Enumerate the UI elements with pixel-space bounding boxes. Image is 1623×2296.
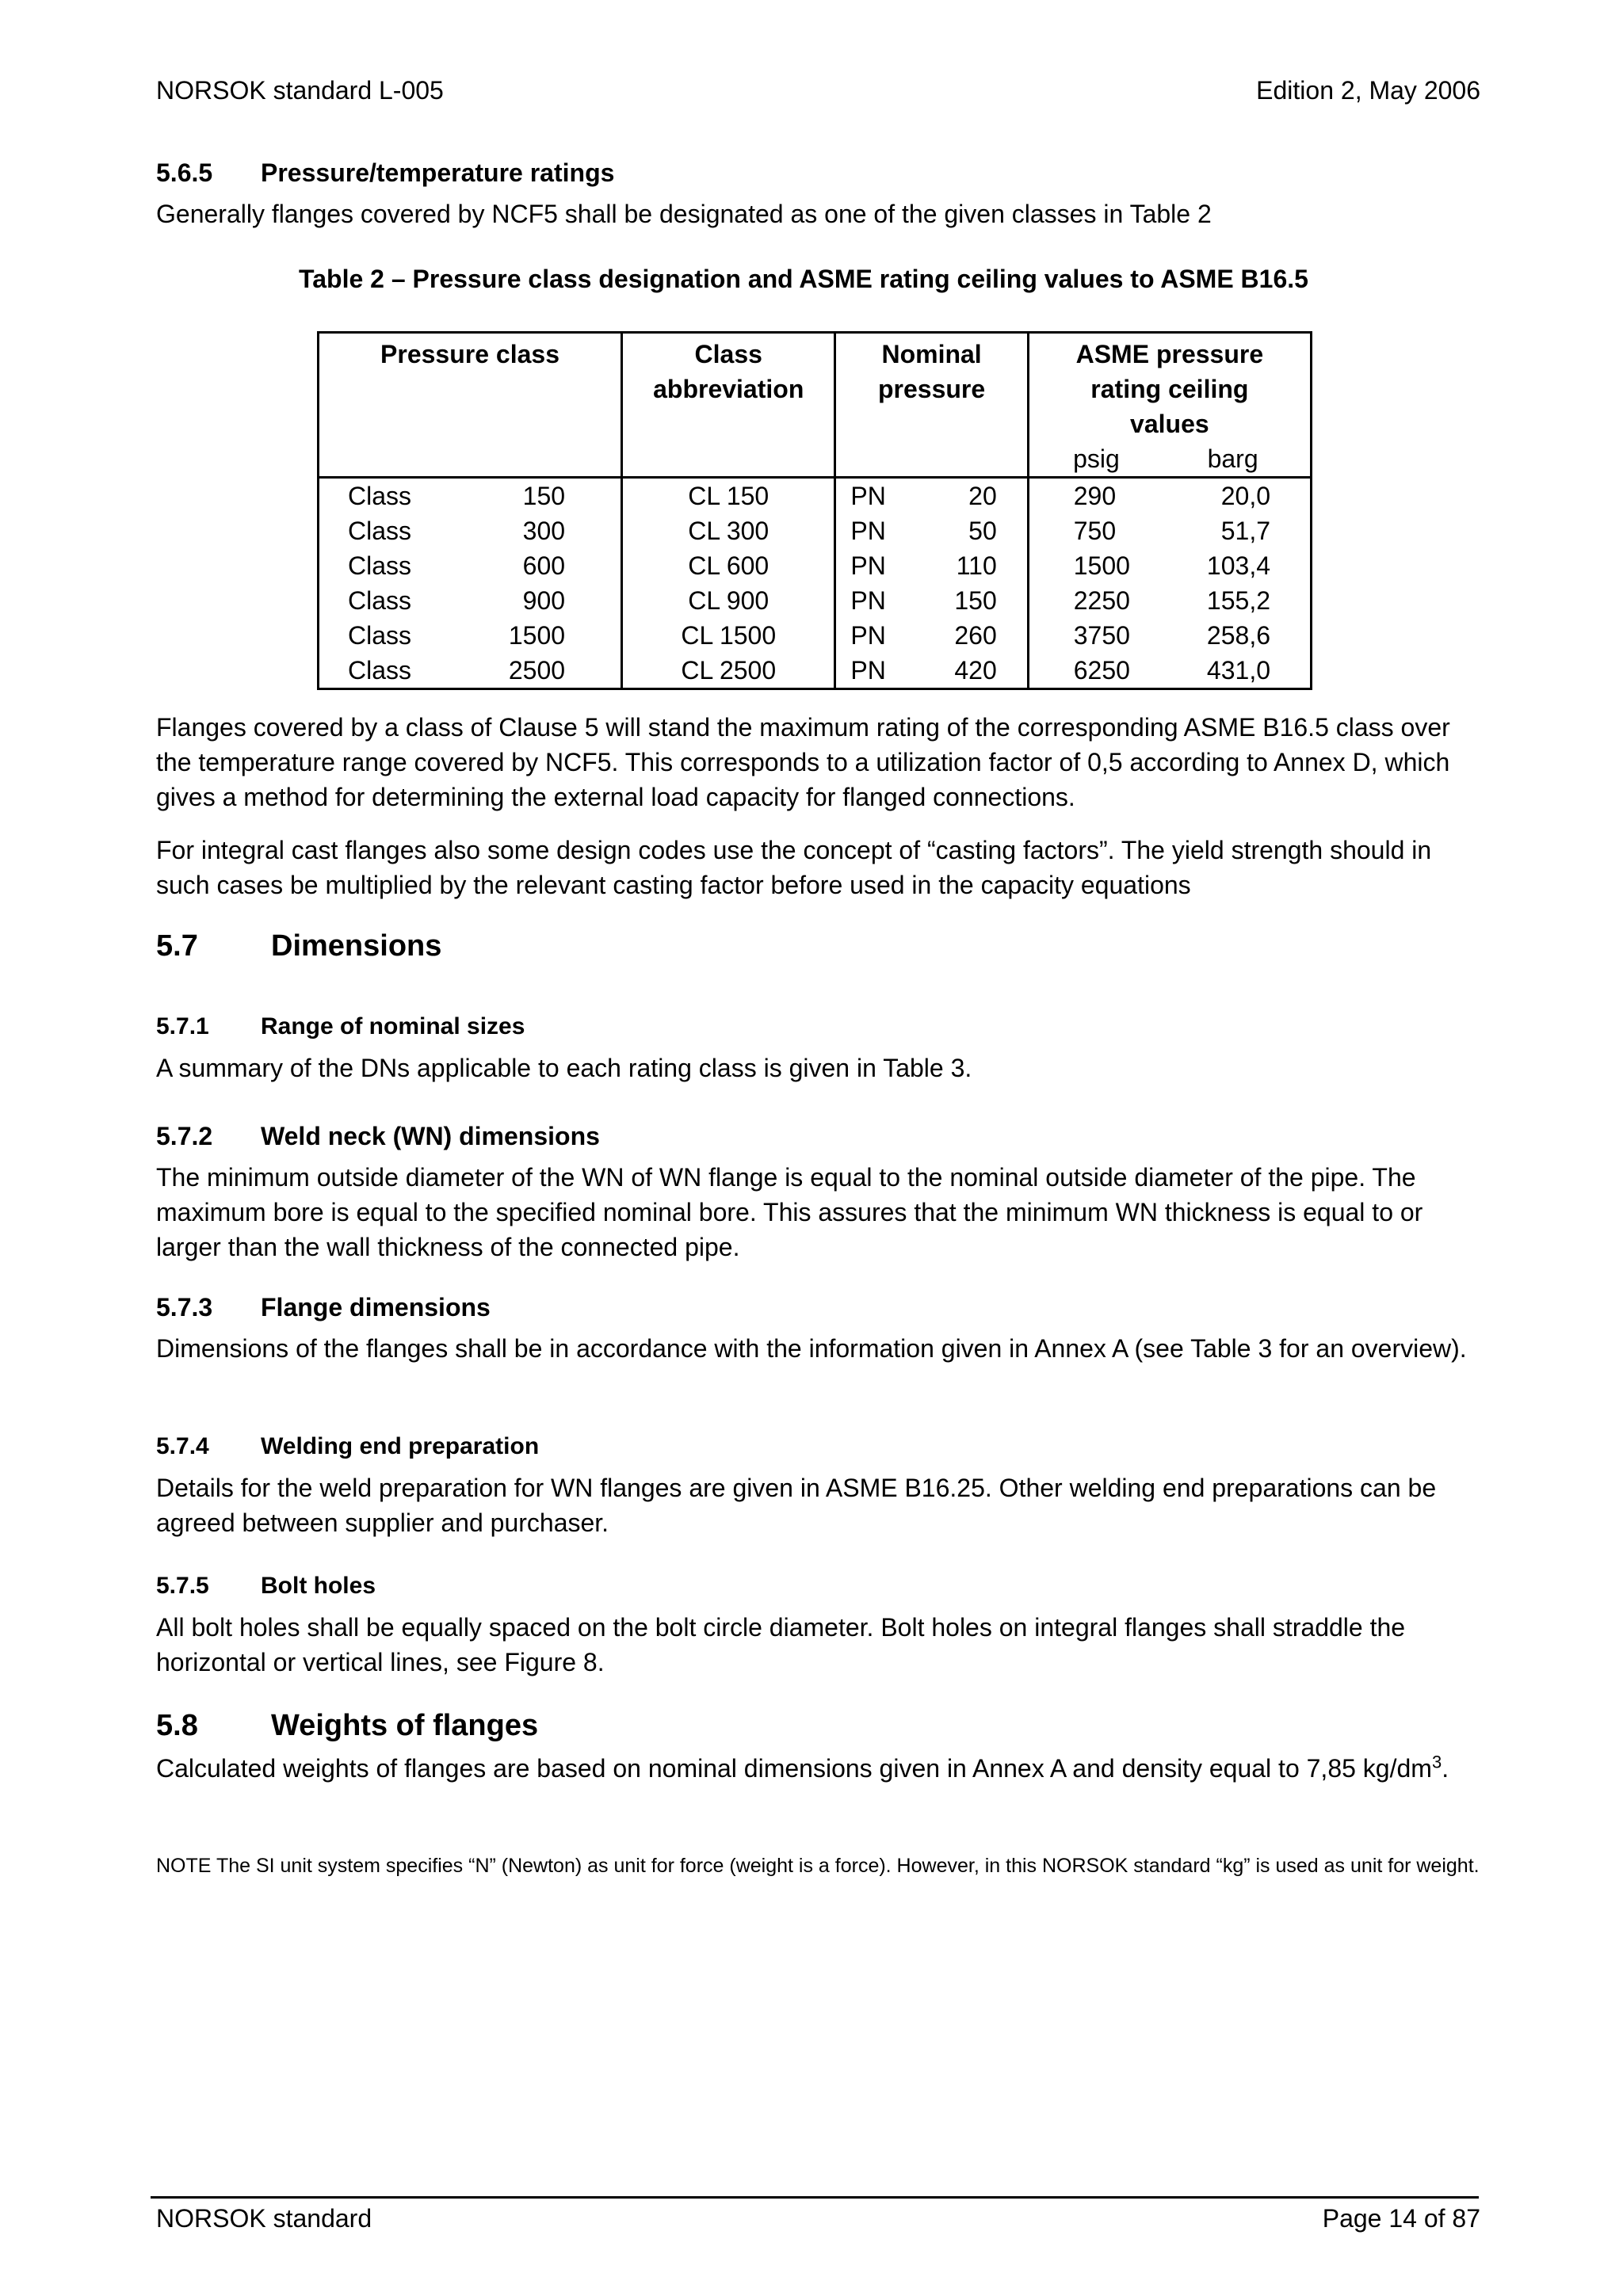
header-barg: barg <box>1207 444 1258 473</box>
table-2-caption: Table 2 – Pressure class designation and ASME rating ceiling values to ASME B16.5 <box>299 265 1308 293</box>
pn-label: PN <box>850 656 886 685</box>
barg-value: 155,2 <box>1206 586 1270 615</box>
class-label: Class <box>348 482 412 510</box>
class-label: Class <box>348 517 412 545</box>
header-class-abbr-line2: abbreviation <box>653 375 804 403</box>
cell-pressure-class <box>319 513 622 548</box>
pn-value: 260 <box>954 621 997 650</box>
cell-asme-values <box>1028 548 1311 583</box>
class-label: Class <box>348 621 412 650</box>
section-number: 5.7.1 <box>156 1013 209 1039</box>
cell-nominal-pressure <box>835 653 1028 689</box>
header-nominal-line2: pressure <box>877 375 986 403</box>
header-right: Edition 2, May 2006 <box>1256 76 1480 105</box>
header-pressure-class: Pressure class <box>319 333 622 478</box>
pn-value: 420 <box>954 656 997 685</box>
cell-pressure-class <box>319 478 622 514</box>
table-header-row <box>319 333 1312 478</box>
pn-label: PN <box>850 517 886 545</box>
pn-value: 50 <box>968 517 997 545</box>
cell-pressure-class <box>319 548 622 583</box>
weights-text: Calculated weights of flanges are based on nominal dimensions given in Annex A and density equal to 7,85 kg/dm <box>156 1754 1432 1783</box>
section-title: Welding end preparation <box>261 1433 540 1459</box>
psig-value: 1500 <box>1073 551 1130 580</box>
psig-value: 6250 <box>1073 656 1130 685</box>
section-5-7-3-text: Dimensions of the flanges shall be in accordance with the information given in Annex A (see Table 3 for an overview). <box>156 1334 1467 1363</box>
barg-value: 258,6 <box>1206 621 1270 650</box>
psig-value: 750 <box>1073 517 1117 545</box>
section-number: 5.6.5 <box>156 158 213 187</box>
cell-nominal-pressure <box>835 548 1028 583</box>
class-label: Class <box>348 586 412 615</box>
header-units-row <box>1029 441 1310 476</box>
cell-asme-values <box>1028 513 1311 548</box>
class-value: 150 <box>522 482 566 510</box>
cell-pressure-class <box>319 653 622 689</box>
class-value: 900 <box>522 586 566 615</box>
cell-asme-values <box>1028 478 1311 514</box>
section-5-6-5-heading <box>156 155 1487 190</box>
section-5-7-4-text: Details for the weld preparation for WN flanges are given in ASME B16.25. Other welding end preparations can be agreed between supplier and purchaser. <box>156 1474 1437 1537</box>
header-asme-rating <box>1028 333 1311 478</box>
section-title: Weights of flanges <box>271 1709 539 1742</box>
pn-value: 110 <box>956 551 997 580</box>
paragraph-casting-factors: For integral cast flanges also some design codes use the concept of “casting factors”. The yield strength should in such cases be multiplied by the relevant casting factor before used in the capacity equations <box>156 836 1432 899</box>
footer-divider <box>151 2196 1479 2199</box>
section-5-6-5-intro: Generally flanges covered by NCF5 shall be designated as one of the given classes in Table 2 <box>156 200 1212 228</box>
note-si-units: NOTE The SI unit system specifies “N” (Newton) as unit for force (weight is a force). However, in this NORSOK standard “kg” is used as unit for weight. <box>156 1855 1480 1877</box>
barg-value: 431,0 <box>1206 656 1270 685</box>
section-number: 5.7.2 <box>156 1122 213 1150</box>
cell-nominal-pressure <box>835 478 1028 514</box>
cell-asme-values <box>1028 583 1311 618</box>
superscript-3: 3 <box>1431 1752 1442 1772</box>
barg-value: 103,4 <box>1206 551 1270 580</box>
class-value: 2500 <box>508 656 566 685</box>
cell-class-abbreviation: CL 300 <box>622 513 835 548</box>
table-row <box>319 548 1312 583</box>
psig-value: 290 <box>1073 482 1117 510</box>
footer-right: Page 14 of 87 <box>1322 2204 1480 2233</box>
pn-value: 150 <box>954 586 997 615</box>
section-title: Bolt holes <box>261 1573 376 1599</box>
header-nominal-pressure <box>835 333 1028 478</box>
cell-nominal-pressure <box>835 583 1028 618</box>
section-5-7-heading <box>156 929 1487 963</box>
table-row <box>319 653 1312 689</box>
cell-nominal-pressure <box>835 618 1028 653</box>
header-asme-line1: ASME pressure <box>1075 340 1264 368</box>
header-class-abbreviation <box>622 333 835 478</box>
table-row <box>319 618 1312 653</box>
header-nominal-line1: Nominal <box>881 340 982 368</box>
section-number: 5.7 <box>156 929 198 963</box>
cell-pressure-class <box>319 618 622 653</box>
header-asme-line3: values <box>1130 410 1209 438</box>
section-number: 5.7.5 <box>156 1573 209 1599</box>
section-5-7-5-heading <box>156 1569 1487 1604</box>
section-5-7-2-text: The minimum outside diameter of the WN of WN flange is equal to the nominal outside diameter of the pipe. The maximum bore is equal to the specified nominal bore. This assures that the minimum WN thickness is equal to or larger than the wall thickness of the connected pipe. <box>156 1163 1423 1261</box>
header-class-abbr-line1: Class <box>694 340 762 368</box>
cell-pressure-class <box>319 583 622 618</box>
section-number: 5.8 <box>156 1709 198 1742</box>
pn-label: PN <box>850 586 886 615</box>
class-label: Class <box>348 551 412 580</box>
section-number: 5.7.4 <box>156 1433 209 1459</box>
pn-label: PN <box>850 621 886 650</box>
section-title: Flange dimensions <box>261 1293 491 1322</box>
table-row <box>319 478 1312 514</box>
header-psig: psig <box>1073 444 1120 473</box>
cell-class-abbreviation: CL 900 <box>622 583 835 618</box>
class-label: Class <box>348 656 412 685</box>
section-title: Range of nominal sizes <box>261 1013 525 1039</box>
section-5-7-3-heading <box>156 1290 1487 1325</box>
table-row <box>319 583 1312 618</box>
table-row <box>319 513 1312 548</box>
weights-text-end: . <box>1442 1754 1449 1783</box>
section-title: Dimensions <box>271 929 442 963</box>
cell-asme-values <box>1028 653 1311 689</box>
section-5-7-1-text: A summary of the DNs applicable to each rating class is given in Table 3. <box>156 1054 972 1082</box>
barg-value: 51,7 <box>1220 517 1270 545</box>
section-5-8-heading <box>156 1708 1487 1743</box>
class-value: 300 <box>522 517 566 545</box>
cell-asme-values <box>1028 618 1311 653</box>
psig-value: 3750 <box>1073 621 1130 650</box>
cell-nominal-pressure <box>835 513 1028 548</box>
barg-value: 20,0 <box>1220 482 1270 510</box>
class-value: 600 <box>522 551 566 580</box>
section-5-8-text <box>156 1749 1487 1787</box>
psig-value: 2250 <box>1073 586 1130 615</box>
section-5-7-4-heading <box>156 1429 1487 1464</box>
pn-label: PN <box>850 551 886 580</box>
section-5-7-2-heading <box>156 1119 1487 1154</box>
section-title: Weld neck (WN) dimensions <box>261 1122 600 1150</box>
header-left: NORSOK standard L-005 <box>156 76 444 105</box>
pressure-class-table <box>317 331 1312 690</box>
pn-label: PN <box>850 482 886 510</box>
cell-class-abbreviation: CL 2500 <box>622 653 835 689</box>
header-asme-line2: rating ceiling <box>1090 375 1249 403</box>
section-5-7-1-heading <box>156 1009 1487 1044</box>
cell-class-abbreviation: CL 600 <box>622 548 835 583</box>
cell-class-abbreviation: CL 150 <box>622 478 835 514</box>
section-number: 5.7.3 <box>156 1293 213 1322</box>
pn-value: 20 <box>968 482 997 510</box>
footer-left: NORSOK standard <box>156 2204 372 2233</box>
paragraph-flanges-rating: Flanges covered by a class of Clause 5 will stand the maximum rating of the corresponding ASME B16.5 class over the temperature range covered by NCF5. This corresponds to a utilization factor of 0,5 according to Annex D, which gives a method for determining the external load capacity for flanged connections. <box>156 713 1450 811</box>
section-5-7-5-text: All bolt holes shall be equally spaced on the bolt circle diameter. Bolt holes on integral flanges shall straddle the horizontal or vertical lines, see Figure 8. <box>156 1613 1406 1676</box>
cell-class-abbreviation: CL 1500 <box>622 618 835 653</box>
section-title: Pressure/temperature ratings <box>261 158 615 187</box>
class-value: 1500 <box>508 621 566 650</box>
